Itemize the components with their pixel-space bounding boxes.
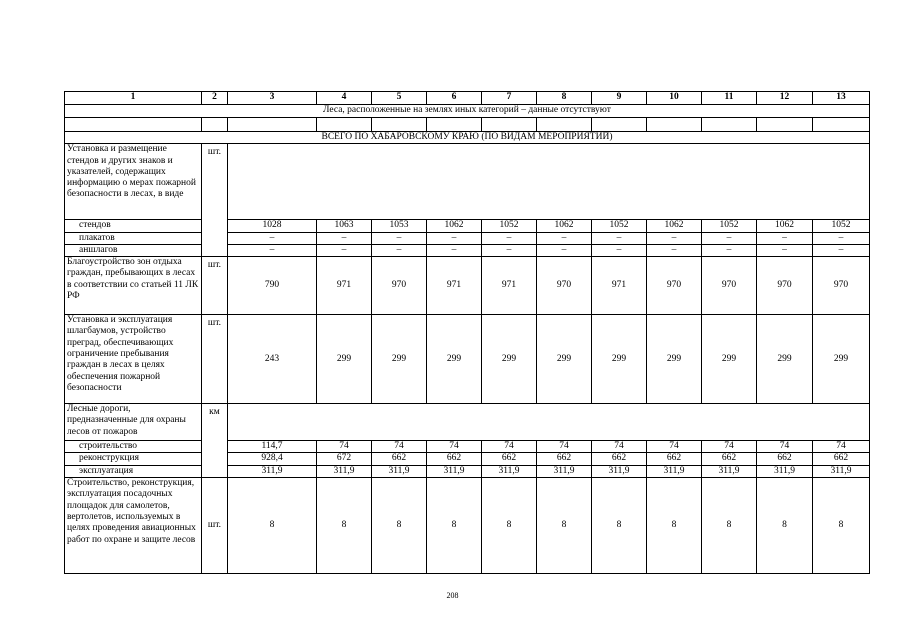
roads-subrow — [65, 465, 870, 477]
value-cell: 662 — [702, 453, 757, 465]
value-cell: 311,9 — [427, 465, 482, 477]
roads-label-spacer — [228, 404, 870, 441]
roads-sub-label: реконструкция — [65, 453, 202, 465]
value-cell: 970 — [372, 257, 427, 315]
value-cell: 8 — [427, 478, 482, 574]
value-cell: – — [647, 244, 702, 256]
table-header-row — [65, 92, 870, 105]
empty-cell — [372, 118, 427, 132]
value-cell: 662 — [537, 453, 592, 465]
value-cell: – — [482, 244, 537, 256]
value-cell: – — [813, 232, 870, 244]
value-cell: 299 — [757, 315, 813, 404]
value-cell: 299 — [647, 315, 702, 404]
value-cell: 8 — [757, 478, 813, 574]
stands-unit: шт. — [202, 144, 228, 257]
value-cell: 8 — [482, 478, 537, 574]
column-number-header: 7 — [482, 92, 537, 105]
value-cell: 74 — [813, 441, 870, 453]
value-cell: 970 — [647, 257, 702, 315]
value-cell: – — [813, 244, 870, 256]
value-cell: 74 — [372, 441, 427, 453]
value-cell: 1062 — [537, 220, 592, 232]
value-cell: – — [702, 244, 757, 256]
empty-cell — [228, 118, 317, 132]
empty-cell — [65, 118, 202, 132]
value-cell: – — [702, 232, 757, 244]
barriers-unit: шт. — [202, 315, 228, 404]
empty-cell — [592, 118, 647, 132]
value-cell: 1052 — [813, 220, 870, 232]
stands-sub-label: стендов — [65, 220, 202, 232]
value-cell: 299 — [702, 315, 757, 404]
stands-subrow — [65, 232, 870, 244]
empty-row — [65, 118, 870, 132]
value-cell: 311,9 — [537, 465, 592, 477]
value-cell: 1062 — [647, 220, 702, 232]
page-number: 208 — [446, 591, 459, 600]
value-cell: – — [372, 232, 427, 244]
value-cell: – — [757, 232, 813, 244]
value-cell: 8 — [372, 478, 427, 574]
stands-label: Установка и размещение стендов и других знаков и указателей, содержащих информацию о мерах пожарной безопасности в лесах, в виде — [65, 144, 202, 220]
value-cell: 971 — [482, 257, 537, 315]
value-cell: 74 — [757, 441, 813, 453]
column-number-header: 8 — [537, 92, 592, 105]
value-cell: 311,9 — [813, 465, 870, 477]
value-cell: 311,9 — [372, 465, 427, 477]
value-cell: 928,4 — [228, 453, 317, 465]
column-number-header: 5 — [372, 92, 427, 105]
value-cell: 1052 — [592, 220, 647, 232]
value-cell: – — [592, 232, 647, 244]
value-cell: 662 — [482, 453, 537, 465]
value-cell: 311,9 — [482, 465, 537, 477]
stands-sub-label: плакатов — [65, 232, 202, 244]
value-cell: 970 — [757, 257, 813, 315]
value-cell: 1053 — [372, 220, 427, 232]
value-cell: 8 — [592, 478, 647, 574]
value-cell: 662 — [592, 453, 647, 465]
value-cell: 8 — [647, 478, 702, 574]
value-cell: – — [757, 244, 813, 256]
value-cell: 311,9 — [702, 465, 757, 477]
value-cell: – — [592, 244, 647, 256]
value-cell: 790 — [228, 257, 317, 315]
value-cell: – — [228, 232, 317, 244]
value-cell: – — [647, 232, 702, 244]
barriers-label: Установка и эксплуатация шлагбаумов, устройство преград, обеспечивающих ограничение пребывания граждан в лесах в целях обеспечения пожарной безопасности — [65, 315, 202, 404]
value-cell: – — [317, 244, 372, 256]
empty-cell — [427, 118, 482, 132]
value-cell: 311,9 — [592, 465, 647, 477]
value-cell: 971 — [317, 257, 372, 315]
column-number-header: 3 — [228, 92, 317, 105]
value-cell: 299 — [482, 315, 537, 404]
stands-label-spacer — [228, 144, 870, 220]
total-heading-row — [65, 132, 870, 144]
empty-cell — [537, 118, 592, 132]
value-cell: 971 — [592, 257, 647, 315]
value-cell: 1052 — [702, 220, 757, 232]
value-cell: 299 — [592, 315, 647, 404]
stands-subrow — [65, 244, 870, 256]
column-number-header: 13 — [813, 92, 870, 105]
value-cell: 74 — [482, 441, 537, 453]
value-cell: 299 — [813, 315, 870, 404]
column-number-header: 10 — [647, 92, 702, 105]
barriers-row — [65, 315, 870, 404]
value-cell: 1062 — [427, 220, 482, 232]
roads-subrow — [65, 441, 870, 453]
landing_sites-unit: шт. — [202, 478, 228, 574]
stands-sub-label: аншлагов — [65, 244, 202, 256]
column-number-header: 6 — [427, 92, 482, 105]
value-cell: 74 — [647, 441, 702, 453]
other-lands-note-row — [65, 105, 870, 118]
value-cell: 662 — [813, 453, 870, 465]
roads-sub-label: эксплуатация — [65, 465, 202, 477]
roads-sub-label: строительство — [65, 441, 202, 453]
roads-label: Лесные дороги, предназначенные для охраны лесов от пожаров — [65, 404, 202, 441]
forest-fire-measures-table — [64, 91, 870, 574]
empty-cell — [702, 118, 757, 132]
value-cell: 74 — [702, 441, 757, 453]
rest_zones-row — [65, 257, 870, 315]
column-number-header: 11 — [702, 92, 757, 105]
stands-subrow — [65, 220, 870, 232]
value-cell: 1062 — [757, 220, 813, 232]
column-number-header: 4 — [317, 92, 372, 105]
total-heading: ВСЕГО ПО ХАБАРОВСКОМУ КРАЮ (ПО ВИДАМ МЕРОПРИЯТИЙ) — [65, 132, 870, 144]
roads-unit: км — [202, 404, 228, 478]
value-cell: 74 — [427, 441, 482, 453]
rest_zones-label: Благоустройство зон отдыха граждан, пребывающих в лесах в соответствии со статьей 11 ЛК РФ — [65, 257, 202, 315]
value-cell: – — [228, 244, 317, 256]
landing_sites-label: Строительство, реконструкция, эксплуатация посадочных площадок для самолетов, вертолетов, используемых в целях проведения авиационных работ по охране и защите лесов — [65, 478, 202, 574]
value-cell: 970 — [537, 257, 592, 315]
column-number-header: 1 — [65, 92, 202, 105]
value-cell: 1063 — [317, 220, 372, 232]
column-number-header: 9 — [592, 92, 647, 105]
value-cell: 74 — [317, 441, 372, 453]
value-cell: 662 — [372, 453, 427, 465]
value-cell: 1052 — [482, 220, 537, 232]
value-cell: 672 — [317, 453, 372, 465]
value-cell: 971 — [427, 257, 482, 315]
empty-cell — [482, 118, 537, 132]
value-cell: – — [427, 244, 482, 256]
value-cell: – — [427, 232, 482, 244]
value-cell: 74 — [537, 441, 592, 453]
value-cell: 114,7 — [228, 441, 317, 453]
value-cell: 970 — [813, 257, 870, 315]
value-cell: – — [317, 232, 372, 244]
value-cell: 311,9 — [228, 465, 317, 477]
value-cell: 311,9 — [317, 465, 372, 477]
roads-label-row — [65, 404, 870, 441]
roads-subrow — [65, 453, 870, 465]
landing_sites-row — [65, 478, 870, 574]
value-cell: 1028 — [228, 220, 317, 232]
value-cell: 8 — [813, 478, 870, 574]
value-cell: 299 — [317, 315, 372, 404]
value-cell: 299 — [537, 315, 592, 404]
empty-cell — [317, 118, 372, 132]
value-cell: 970 — [702, 257, 757, 315]
value-cell: – — [537, 244, 592, 256]
other-lands-note: Леса, расположенные на землях иных категорий – данные отсутствуют — [65, 105, 870, 118]
column-number-header: 12 — [757, 92, 813, 105]
empty-cell — [813, 118, 870, 132]
value-cell: 243 — [228, 315, 317, 404]
value-cell: 662 — [427, 453, 482, 465]
value-cell: 8 — [537, 478, 592, 574]
value-cell: – — [372, 244, 427, 256]
empty-cell — [202, 118, 228, 132]
empty-cell — [647, 118, 702, 132]
value-cell: – — [537, 232, 592, 244]
value-cell: 74 — [592, 441, 647, 453]
column-number-header: 2 — [202, 92, 228, 105]
empty-cell — [757, 118, 813, 132]
rest_zones-unit: шт. — [202, 257, 228, 315]
value-cell: 662 — [757, 453, 813, 465]
value-cell: 299 — [372, 315, 427, 404]
value-cell: 311,9 — [647, 465, 702, 477]
value-cell: 8 — [702, 478, 757, 574]
value-cell: 662 — [647, 453, 702, 465]
value-cell: 8 — [317, 478, 372, 574]
value-cell: 311,9 — [757, 465, 813, 477]
value-cell: 8 — [228, 478, 317, 574]
stands-label-row — [65, 144, 870, 220]
value-cell: 299 — [427, 315, 482, 404]
value-cell: – — [482, 232, 537, 244]
